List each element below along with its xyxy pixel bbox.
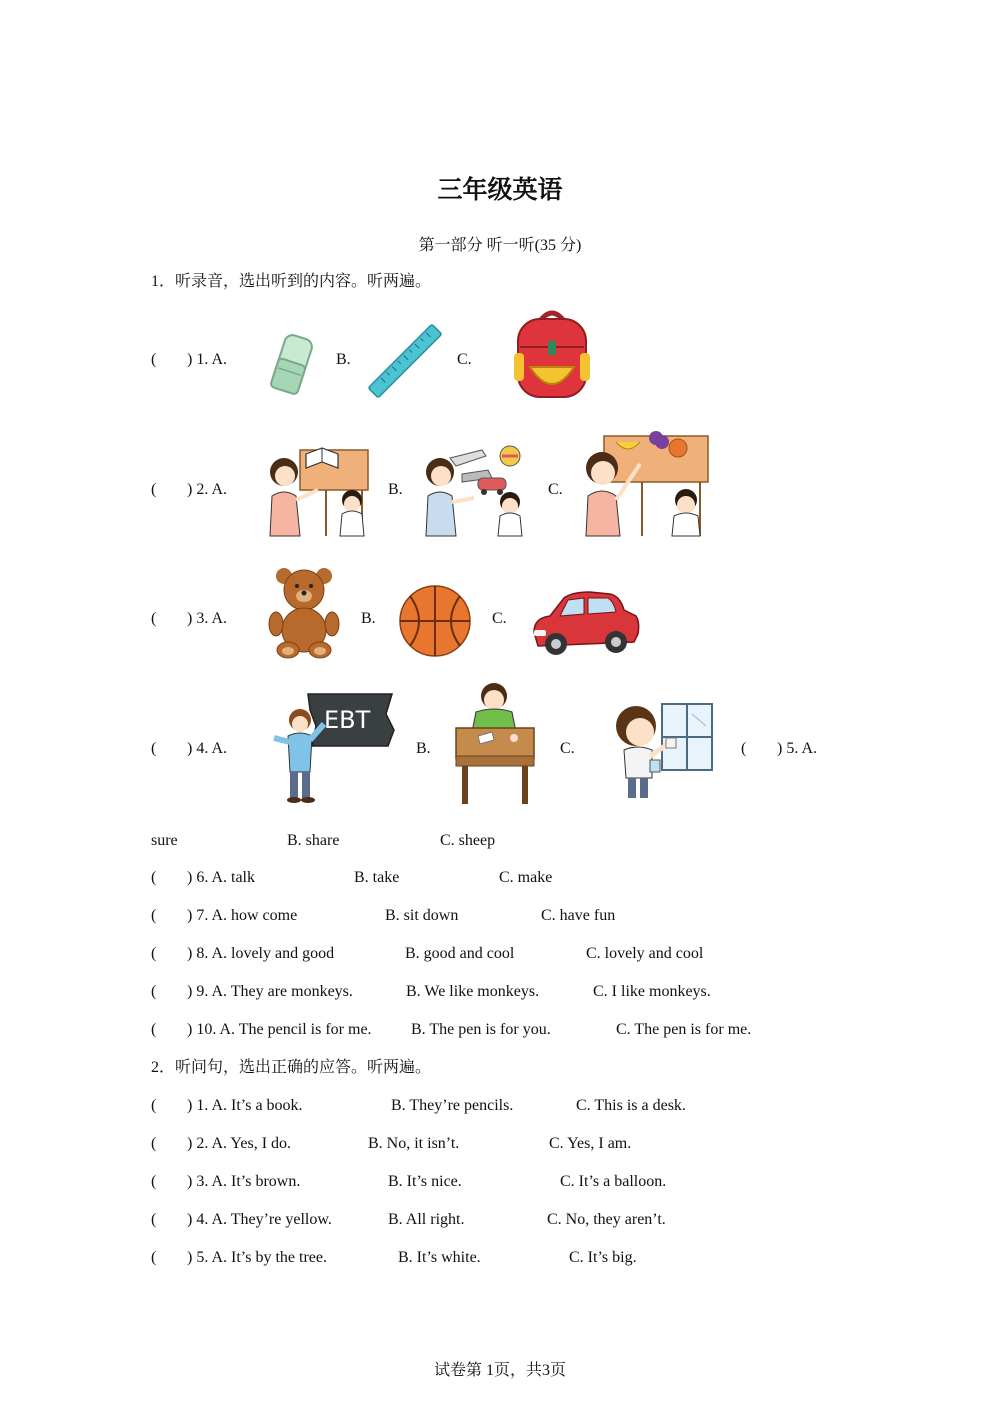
answer-paren: (	[151, 1173, 157, 1190]
answer-paren: (	[741, 740, 747, 757]
answer-paren: (	[151, 1135, 157, 1152]
option-c: C. make	[499, 869, 553, 886]
answer-paren: (	[151, 610, 157, 627]
option-c: C. have fun	[541, 907, 616, 924]
question-number: ) 3. A.	[187, 610, 227, 627]
schoolbag-icon	[512, 307, 592, 399]
part-title: 第一部分 听一听(35 分)	[418, 237, 582, 254]
eraser-icon	[266, 330, 318, 398]
option-b-label: B.	[416, 740, 431, 757]
option-b-label: B.	[388, 481, 403, 498]
option-c: C. lovely and cool	[586, 945, 704, 962]
option-b: B. good and cool	[405, 945, 515, 962]
section1-heading: 1．听录音，选出听到的内容。听两遍。	[151, 273, 432, 290]
option-a: ) 10. A. The pencil is for me.	[187, 1021, 372, 1038]
answer-paren: (	[151, 1249, 157, 1266]
teacher-fruit-desk	[582, 426, 710, 536]
page-title: 三年级英语	[437, 175, 563, 204]
option-a: ) 8. A. lovely and good	[187, 945, 335, 962]
option-a: ) 2. A. Yes, I do.	[187, 1135, 292, 1152]
option-c: C. It’s a balloon.	[560, 1173, 667, 1190]
ruler-icon	[370, 322, 440, 400]
question-number: ) 1. A.	[187, 351, 227, 368]
option-c-label: C.	[560, 740, 575, 757]
answer-paren: (	[151, 945, 157, 962]
answer-paren: (	[151, 983, 157, 1000]
option-b: B. We like monkeys.	[406, 983, 540, 1000]
option-a: ) 6. A. talk	[187, 869, 255, 886]
page-footer: 试卷第 1页，共3页	[433, 1362, 566, 1379]
option-c-label: C.	[548, 481, 563, 498]
option-a: ) 5. A. It’s by the tree.	[187, 1249, 327, 1266]
boy-cleaning-desk	[452, 682, 538, 804]
boy-cleaning-window	[606, 700, 714, 802]
answer-paren: (	[151, 1021, 157, 1038]
toy-car-icon	[528, 588, 642, 658]
teacher-book-desk	[266, 442, 370, 536]
teacher-toys	[422, 440, 530, 536]
answer-paren: (	[151, 1097, 157, 1114]
option-b: B. It’s nice.	[388, 1173, 462, 1190]
question-number: ) 2. A.	[187, 481, 227, 498]
option-b: B. All right.	[388, 1211, 465, 1228]
answer-paren: (	[151, 1211, 157, 1228]
option-b: B. The pen is for you.	[411, 1021, 551, 1038]
option-c-label: C.	[492, 610, 507, 627]
option-a: ) 3. A. It’s brown.	[187, 1173, 301, 1190]
option-b: B. sit down	[385, 907, 459, 924]
option-a: ) 1. A. It’s a book.	[187, 1097, 303, 1114]
answer-paren: (	[151, 351, 157, 368]
question-number: ) 5. A.	[777, 740, 817, 757]
option-b: B. It’s white.	[398, 1249, 481, 1266]
answer-paren: (	[151, 869, 157, 886]
option-c-label: C.	[457, 351, 472, 368]
option-c: C. Yes, I am.	[549, 1135, 632, 1152]
option-c: C. No, they aren’t.	[547, 1211, 666, 1228]
q5-option-a: sure	[151, 832, 178, 849]
option-b: B. No, it isn’t.	[368, 1135, 460, 1152]
basketball-icon	[398, 584, 472, 658]
option-c: C. It’s big.	[569, 1249, 637, 1266]
option-c: C. The pen is for me.	[616, 1021, 752, 1038]
option-b-label: B.	[336, 351, 351, 368]
option-b: B. take	[354, 869, 400, 886]
answer-paren: (	[151, 481, 157, 498]
blackboard-text: EBT	[324, 706, 371, 734]
section2-heading: 2．听问句，选出正确的应答。听两遍。	[151, 1059, 432, 1076]
answer-paren: (	[151, 907, 157, 924]
option-b-label: B.	[361, 610, 376, 627]
teacher-blackboard	[268, 690, 396, 804]
option-a: ) 7. A. how come	[187, 907, 298, 924]
q5-option-c: C. sheep	[440, 832, 496, 849]
question-number: ) 4. A.	[187, 740, 227, 757]
answer-paren: (	[151, 740, 157, 757]
option-c: C. I like monkeys.	[593, 983, 711, 1000]
option-a: ) 9. A. They are monkeys.	[187, 983, 353, 1000]
teddy-bear-icon	[268, 566, 340, 658]
option-c: C. This is a desk.	[576, 1097, 686, 1114]
option-a: ) 4. A. They’re yellow.	[187, 1211, 332, 1228]
option-b: B. They’re pencils.	[391, 1097, 514, 1114]
q5-option-b: B. share	[287, 832, 340, 849]
